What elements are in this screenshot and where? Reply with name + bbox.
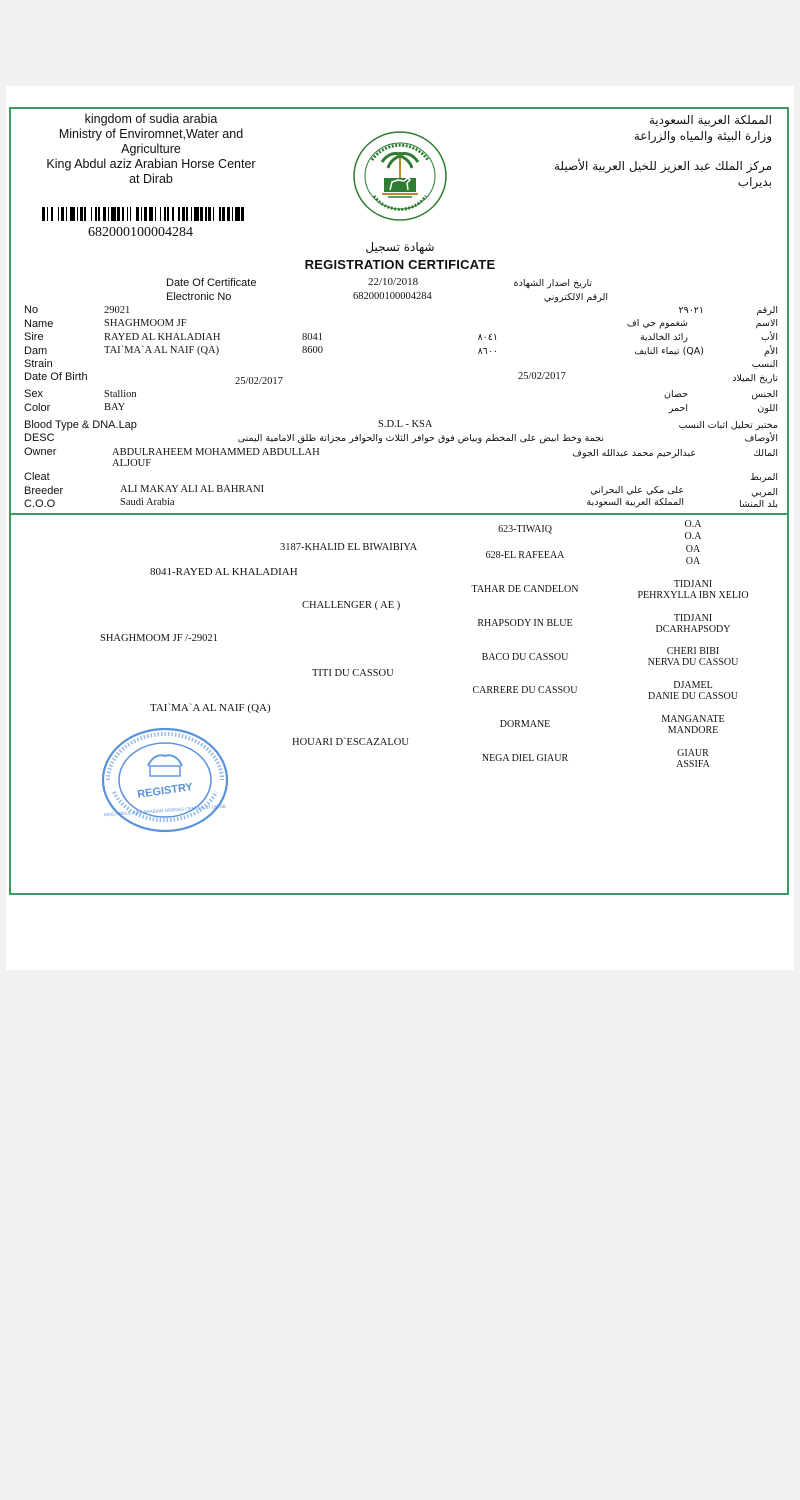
- header-english: [22, 112, 280, 187]
- pedigree-gen4-7b: MANDORE: [667, 725, 719, 736]
- coo-label-ar: بلد المنشا: [738, 499, 778, 510]
- header-ar-line-4: مركز الملك عبد العزيز للخيل العربية الأصيلة: [554, 159, 772, 173]
- pedigree-dam-dam: HOUARI D`ESCAZALOU: [292, 737, 409, 748]
- pedigree-gen3-5: BACO DU CASSOU: [481, 652, 569, 663]
- color-label: Color: [24, 402, 51, 414]
- coo-value-ar: المملكة العربية السعودية: [586, 497, 684, 508]
- sire-label-ar: الأب: [760, 332, 778, 343]
- pedigree-gen4-5a: CHERI BIBI: [666, 646, 720, 657]
- pedigree-gen4-8b: ASSIFA: [676, 759, 710, 770]
- pedigree-gen4-2b: OA: [685, 556, 701, 567]
- barcode-number: 682000100004284: [88, 225, 193, 240]
- name-label-ar: الاسم: [755, 318, 778, 329]
- dam-value: TAI`MA`A AL NAIF (QA): [104, 345, 220, 356]
- pedigree-sire-dam: CHALLENGER ( AE ): [302, 600, 401, 611]
- pedigree-sire: 8041-RAYED AL KHALADIAH: [150, 566, 298, 578]
- strain-label-ar: النسب: [751, 359, 778, 370]
- sire-value-ar: رائد الخالدية: [639, 332, 688, 343]
- pedigree-gen3-6: CARRERE DU CASSOU: [472, 685, 578, 696]
- desc-label-ar: الأوصاف: [744, 433, 778, 444]
- no-label: No: [24, 304, 39, 316]
- no-value-ar: ٢٩٠٢١: [678, 305, 704, 316]
- stamp-ring-text: KING ABDUL AZIZ ARABIAN HORSES CENTER AT DIRAB: [103, 803, 227, 818]
- strain-label: Strain: [24, 358, 53, 370]
- owner-value-ar: عبدالرحيم محمد عبدالله الجوف: [572, 448, 696, 459]
- pedigree-gen4-1a: O.A: [684, 519, 702, 530]
- pedigree-gen4-5b: NERVA DU CASSOU: [647, 657, 739, 668]
- no-value: 29021: [104, 305, 131, 316]
- dam-label: Dam: [24, 345, 48, 357]
- pedigree-gen4-3b: PEHRXYLLA IBN XELIO: [637, 590, 749, 601]
- header-en-line-1: kingdom of sudia arabia: [84, 112, 218, 126]
- electronic-no-value: 682000100004284: [353, 291, 432, 302]
- header-en-line-3: Agriculture: [121, 142, 181, 156]
- sex-label: Sex: [24, 388, 43, 400]
- dam-number-ar: ٨٦٠٠: [477, 346, 498, 357]
- pedigree-gen3-1: 623-TIWAIQ: [498, 524, 552, 535]
- color-value: BAY: [104, 402, 126, 413]
- dob-value-2: 25/02/2017: [518, 371, 566, 382]
- coo-value: Saudi Arabia: [120, 497, 175, 508]
- sire-number: 8041: [302, 332, 323, 343]
- pedigree-gen4-6b: DANIE DU CASSOU: [647, 691, 738, 702]
- title-english: REGISTRATION CERTIFICATE: [304, 257, 496, 272]
- pedigree-gen4-2a: OA: [685, 544, 701, 555]
- owner-label-ar: المالك: [753, 448, 778, 459]
- blood-label: Blood Type & DNA.Lap: [24, 419, 137, 431]
- dob-label-ar: تاريخ الميلاد: [732, 373, 778, 384]
- center-logo: [352, 130, 448, 222]
- sire-number-ar: ٨٠٤١: [477, 332, 498, 343]
- pedigree-gen3-4: RHAPSODY IN BLUE: [477, 618, 573, 629]
- header-en-line-2: Ministry of Enviromnet,Water and: [58, 127, 244, 141]
- coo-label: C.O.O: [24, 498, 56, 510]
- pedigree-dam-sire: TITI DU CASSOU: [312, 668, 394, 679]
- desc-value-ar: نجمة وخط ابيض على المخطم وبياض فوق حوافر الثلاث والحوافر مجزاتة طلق الامامية اليمنى: [237, 433, 604, 444]
- header-ar-line-5: بديراب: [737, 175, 772, 189]
- pedigree-gen4-4a: TIDJANI: [673, 613, 713, 624]
- sex-value: Stallion: [104, 389, 137, 400]
- sex-label-ar: الجنس: [751, 389, 778, 400]
- barcode-bar: [244, 207, 246, 221]
- electronic-no-label-ar: الرقم الالكتروني: [543, 292, 608, 303]
- sire-value: RAYED AL KHALADIAH: [104, 332, 221, 343]
- dob-value: 25/02/2017: [235, 376, 283, 387]
- pedigree-gen4-3a: TIDJANI: [673, 579, 713, 590]
- header-ar-line-2: وزارة البيئة والمياه والزراعة: [633, 129, 772, 143]
- no-label-ar: الرقم: [756, 305, 778, 316]
- pedigree-gen3-3: TAHAR DE CANDELON: [471, 584, 579, 595]
- cleat-label-ar: المربط: [750, 472, 778, 483]
- color-value-ar: احمر: [668, 403, 688, 414]
- blood-label-ar: مختبر تحليل اثبات النسب: [678, 420, 778, 431]
- stamp-text: REGISTRY: [136, 781, 194, 801]
- cleat-label: Cleat: [24, 471, 50, 483]
- pedigree-gen4-1b: O.A: [684, 531, 702, 542]
- owner-value-line-1: ABDULRAHEEM MOHAMMED ABDULLAH: [112, 447, 320, 458]
- dam-label-ar: الأم: [764, 346, 778, 357]
- desc-label: DESC: [24, 432, 55, 444]
- header-ar-line-3: [512, 144, 772, 158]
- breeder-value-ar: على مكي علي البحراني: [590, 485, 684, 496]
- breeder-label: Breeder: [24, 485, 64, 497]
- breeder-label-ar: المربي: [751, 487, 778, 498]
- pedigree-dam: TAI`MA`A AL NAIF (QA): [150, 702, 271, 714]
- section-divider: [10, 513, 788, 515]
- date-of-certificate-value: 22/10/2018: [368, 276, 419, 288]
- registry-stamp: [100, 726, 230, 834]
- electronic-no-label: Electronic No: [166, 291, 232, 303]
- pedigree-gen4-4b: DCARHAPSODY: [655, 624, 731, 635]
- dob-label: Date Of Birth: [24, 371, 88, 383]
- pedigree-gen3-2: 628-EL RAFEEAA: [485, 550, 565, 561]
- pedigree-sire-sire: 3187-KHALID EL BIWAIBIYA: [280, 542, 418, 553]
- pedigree-gen3-8: NEGA DIEL GIAUR: [481, 753, 569, 764]
- header-ar-line-1: المملكة العربية السعودية: [648, 113, 772, 127]
- sire-label: Sire: [24, 331, 44, 343]
- header-en-line-4: King Abdul aziz Arabian Horse Center: [46, 157, 256, 171]
- name-value-ar: شغموم جي اف: [626, 318, 688, 329]
- name-value: SHAGHMOOM JF: [104, 318, 187, 329]
- pedigree-gen4-7a: MANGANATE: [661, 714, 725, 725]
- owner-label: Owner: [24, 446, 57, 458]
- breeder-value: ALI MAKAY ALI AL BAHRANI: [120, 484, 265, 495]
- pedigree-gen4-6a: DJAMEL: [673, 680, 713, 691]
- barcode: [42, 207, 247, 221]
- dam-value-ar: (QA) تيماء النايف: [634, 346, 704, 357]
- date-of-certificate-label: Date Of Certificate: [166, 277, 257, 289]
- pedigree-gen3-7: DORMANE: [499, 719, 551, 730]
- owner-value-line-2: ALJOUF: [112, 458, 152, 469]
- color-label-ar: اللون: [757, 403, 778, 414]
- header-arabic: [512, 112, 772, 190]
- sex-value-ar: حصان: [664, 389, 688, 400]
- pedigree-horse: SHAGHMOOM JF /-29021: [100, 633, 218, 644]
- pedigree-gen4-8a: GIAUR: [677, 748, 709, 759]
- dam-number: 8600: [302, 345, 323, 356]
- name-label: Name: [24, 318, 54, 330]
- header-en-line-5: at Dirab: [129, 172, 173, 186]
- date-of-certificate-label-ar: تاريخ اصدار الشهادة: [513, 278, 592, 289]
- blood-value: S.D.L - KSA: [378, 419, 433, 430]
- title-arabic: شهادة تسجيل: [365, 240, 435, 254]
